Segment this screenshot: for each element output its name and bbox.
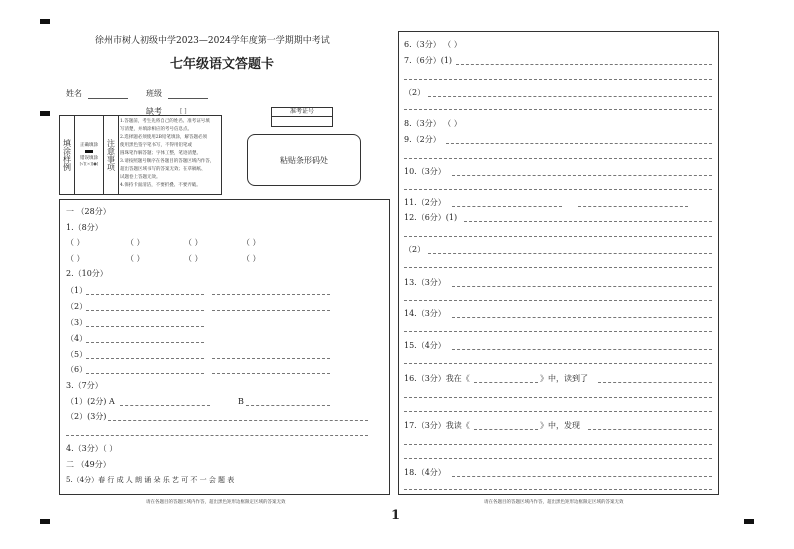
wrong-fill-label: 错误填涂 — [80, 156, 98, 161]
notice-label: 注意事项 — [104, 116, 119, 194]
question-18: 18.（4分） — [404, 468, 446, 477]
notice-line: 4.保持卡面清洁，不要折叠、不要弄破。 — [120, 183, 201, 188]
question-14: 14.（3分） — [404, 309, 446, 318]
notice-line: 2.选择题必须使用2B铅笔填涂，解答题必须 — [120, 135, 207, 140]
question-5: 5.（4分）春 行 成 人 朗 诵 朵 乐 艺 可 不 一 会 题 表 — [66, 476, 235, 484]
question-4: 4.（3分）（ ） — [66, 444, 118, 453]
name-label: 姓名 — [66, 89, 82, 98]
absent-label: 缺考 — [146, 107, 162, 116]
question-9: 9.（2分） — [404, 135, 441, 144]
answer-line[interactable] — [86, 358, 204, 359]
answer-line[interactable] — [452, 206, 562, 207]
question-12: 12.（6分）(1) — [404, 213, 458, 222]
notice-line: 超出答题区域书写的答案无效；在草稿纸、 — [120, 167, 206, 172]
answer-line[interactable] — [452, 317, 712, 318]
corner-mark — [40, 111, 50, 116]
question-7: 7.（6分）(1) — [404, 56, 453, 65]
answer-line[interactable] — [452, 175, 712, 176]
question-6: 6.（3分） （ ） — [404, 40, 462, 49]
question-3: 3.（7分） — [66, 381, 103, 390]
barcode-label: 粘贴条形码处 — [280, 155, 328, 165]
notice-text — [120, 118, 220, 190]
question-16: 16.（3分）我在《 — [404, 374, 470, 383]
book-title-blank[interactable] — [474, 382, 538, 383]
class-label: 班级 — [146, 89, 162, 98]
answer-line[interactable] — [404, 79, 712, 80]
answer-line[interactable] — [108, 420, 368, 421]
answer-line[interactable] — [86, 342, 204, 343]
question-10: 10.（3分） — [404, 167, 446, 176]
absent-checkbox[interactable]: [ ] — [180, 108, 187, 115]
answer-line[interactable] — [428, 253, 712, 254]
answer-line[interactable] — [404, 236, 712, 237]
q2-item: （3） — [66, 318, 88, 327]
q1-blank[interactable]: （ ） — [242, 254, 261, 263]
q2-item: （4） — [66, 334, 88, 343]
question-1: 1.（8分） — [66, 223, 103, 232]
answer-line[interactable] — [212, 373, 330, 374]
q1-blank[interactable]: （ ） — [184, 238, 203, 247]
answer-line[interactable] — [404, 397, 712, 398]
answer-line[interactable] — [404, 444, 712, 445]
question-17: 17.（3分）我读《 — [404, 421, 470, 430]
correct-fill-label: 正确填涂 — [80, 143, 98, 148]
notice-line: 使用黑色签字笔书写，不得用铅笔或 — [120, 143, 192, 148]
q3-part-1-b: B — [238, 397, 244, 406]
name-field[interactable] — [88, 98, 128, 99]
q2-item: （1） — [66, 286, 88, 295]
answer-line[interactable] — [404, 300, 712, 301]
book-title-blank[interactable] — [474, 429, 538, 430]
correct-fill-mark — [85, 150, 93, 153]
answer-line[interactable] — [598, 382, 712, 383]
q1-blank[interactable]: （ ） — [126, 238, 145, 247]
answer-line[interactable] — [66, 435, 368, 436]
answer-line[interactable] — [212, 310, 330, 311]
question-7-part-2: （2） — [404, 88, 426, 97]
answer-line[interactable] — [404, 363, 712, 364]
fill-sample-area — [75, 116, 104, 194]
q2-item: （6） — [66, 365, 88, 374]
barcode-area — [247, 134, 361, 186]
q2-item: （5） — [66, 350, 88, 359]
answer-line[interactable] — [446, 143, 712, 144]
question-15: 15.（4分） — [404, 341, 446, 350]
answer-line[interactable] — [578, 206, 688, 207]
answer-line[interactable] — [404, 489, 712, 490]
answer-line[interactable] — [404, 331, 712, 332]
notice-line: 试题卷上答题无效。 — [120, 175, 161, 180]
answer-line[interactable] — [212, 358, 330, 359]
page-number: 1 — [391, 508, 401, 523]
answer-line[interactable] — [404, 411, 712, 412]
wrong-fill-marks: [√][×][●] — [79, 161, 99, 166]
question-16-tail: 》中，读到了 — [540, 374, 588, 383]
corner-mark — [40, 19, 50, 24]
answer-line[interactable] — [452, 286, 712, 287]
exam-number-box[interactable] — [271, 107, 333, 127]
school-line: 徐州市树人初级中学2023—2024学年度第一学期期中考试 — [95, 36, 330, 46]
answer-line[interactable] — [404, 458, 712, 459]
notice-line: 写清楚，并填涂相应的考号信息点。 — [120, 127, 192, 132]
answer-line[interactable] — [404, 267, 712, 268]
answer-line[interactable] — [120, 405, 210, 406]
fill-sample-label: 填涂样例 — [60, 116, 75, 194]
instructions-box — [59, 115, 222, 195]
q1-blank[interactable]: （ ） — [66, 254, 85, 263]
question-2: 2.（10分） — [66, 269, 108, 278]
answer-line[interactable] — [428, 96, 712, 97]
exam-number-label: 准考证号 — [272, 108, 332, 117]
answer-line[interactable] — [86, 373, 204, 374]
notice-line: 圆珠笔作解答题；字体工整，笔迹清楚。 — [120, 151, 201, 156]
footer-note-left: 请在各题目的答题区域内作答，超出黑色矩形边框限定区域的答案无效 — [146, 500, 286, 505]
answer-line[interactable] — [404, 109, 712, 110]
answer-line[interactable] — [456, 64, 712, 65]
answer-line[interactable] — [212, 294, 330, 295]
question-13: 13.（3分） — [404, 278, 446, 287]
corner-mark — [40, 519, 50, 524]
class-field[interactable] — [168, 98, 208, 99]
answer-line[interactable] — [246, 405, 330, 406]
answer-line[interactable] — [588, 429, 712, 430]
notice-line: 3.请按照题号顺序在各题目的答题区域内作答， — [120, 159, 215, 164]
section-2-heading: 二 （49分） — [66, 460, 111, 469]
answer-line[interactable] — [464, 221, 712, 222]
page-title: 七年级语文答题卡 — [170, 57, 275, 72]
q1-blank[interactable]: （ ） — [126, 254, 145, 263]
q1-blank[interactable]: （ ） — [184, 254, 203, 263]
q2-item: （2） — [66, 302, 88, 311]
corner-mark — [744, 519, 754, 524]
section-1-heading: 一 （28分） — [66, 207, 111, 216]
question-8: 8.（3分） （ ） — [404, 119, 462, 128]
q3-part-2: （2）(3分) — [66, 412, 107, 421]
answer-line[interactable] — [404, 189, 712, 190]
answer-line[interactable] — [452, 349, 712, 350]
q1-blank[interactable]: （ ） — [66, 238, 85, 247]
answer-line[interactable] — [86, 294, 204, 295]
answer-line[interactable] — [404, 158, 712, 159]
q1-blank[interactable]: （ ） — [242, 238, 261, 247]
question-17-tail: 》中，发现 — [540, 421, 580, 430]
question-11: 11.（2分） — [404, 198, 446, 207]
answer-line[interactable] — [86, 310, 204, 311]
answer-line[interactable] — [452, 476, 712, 477]
footer-note-right: 请在各题目的答题区域内作答，超出黑色矩形边框限定区域的答案无效 — [484, 500, 624, 505]
answer-line[interactable] — [86, 326, 204, 327]
q3-part-1: （1）(2分) A — [66, 397, 115, 406]
notice-line: 1.答题前，考生先将自己的姓名、准考证号填 — [120, 119, 210, 124]
question-12-part-2: （2） — [404, 245, 426, 254]
